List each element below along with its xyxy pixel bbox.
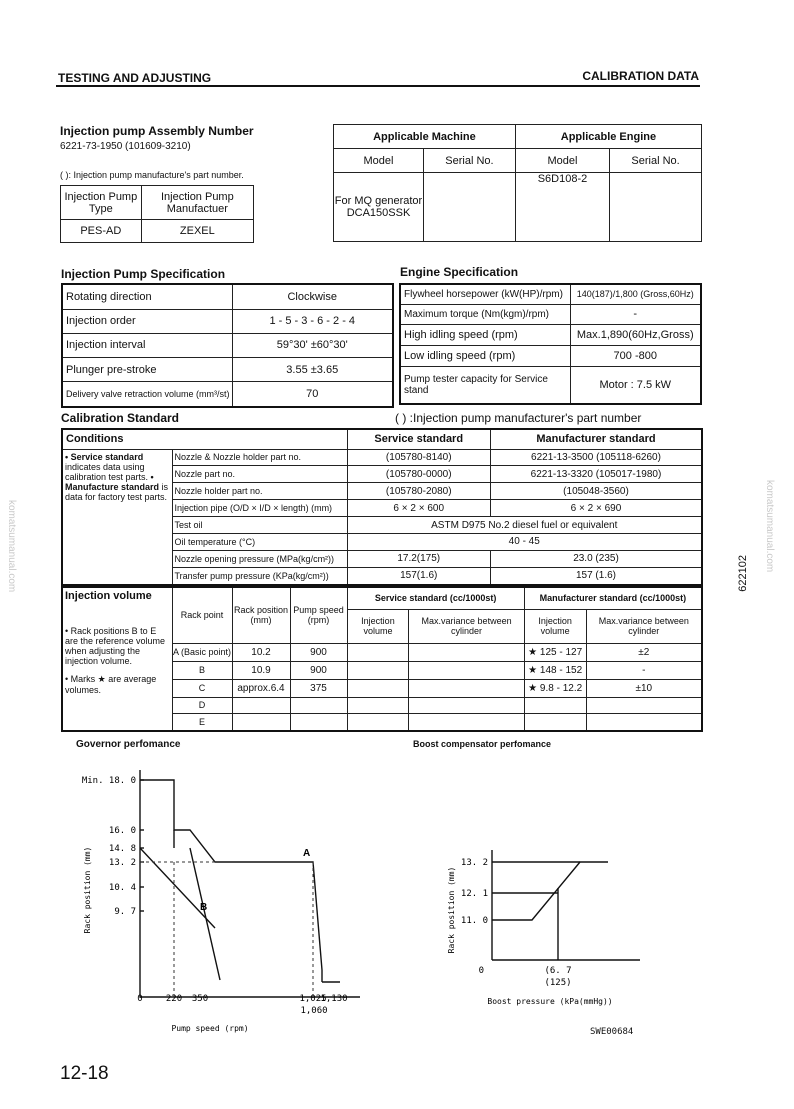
service-injection-volume-header: Injection volume xyxy=(347,609,409,643)
average-mark-note: • Marks ★ are average volumes. xyxy=(65,674,157,695)
conditions-header: Conditions xyxy=(62,429,347,449)
engine-spec-label: High idling speed (rpm) xyxy=(400,325,570,346)
service-injection-volume xyxy=(347,714,409,731)
manufacturer-injection-volume: ★ 9.8 - 12.2 xyxy=(524,679,586,697)
governor-curve xyxy=(140,780,322,982)
drawing-code: SWE00684 xyxy=(590,1027,634,1037)
pump-speed: 900 xyxy=(290,661,347,679)
y-tick-label: 16. 0 xyxy=(108,826,136,836)
y-axis-label: Rack position (mm) xyxy=(83,846,92,934)
governor-line-b xyxy=(140,848,215,928)
service-variance xyxy=(409,643,524,661)
pump-spec-row xyxy=(62,333,393,357)
engine-spec-value: 700 -800 xyxy=(570,346,701,367)
calibration-table xyxy=(61,428,703,586)
rack-position: 10.2 xyxy=(232,643,290,661)
engine-model-header: Model xyxy=(515,149,609,173)
watermark-left: komatsumanual.com xyxy=(6,500,17,593)
rack-point: E xyxy=(172,714,232,731)
pump-spec-row xyxy=(62,309,393,333)
y-tick-label: 11. 0 xyxy=(460,916,488,926)
service-value: 17.2(175) xyxy=(347,550,490,567)
manufacturer-injection-volume xyxy=(524,714,586,731)
rack-point: A (Basic point) xyxy=(172,643,232,661)
service-value: (105780-0000) xyxy=(347,466,490,483)
pump-maker-header: Injection Pump Manufactuer xyxy=(141,186,253,220)
calibration-label: Nozzle part no. xyxy=(172,466,347,483)
rack-point: D xyxy=(172,697,232,714)
service-value: (105780-8140) xyxy=(347,449,490,466)
machine-model-value: For MQ generator DCA150SSK xyxy=(334,173,424,242)
manufacturer-variance: ±10 xyxy=(586,679,702,697)
calibration-label: Oil temperature (°C) xyxy=(172,534,347,551)
calibration-note: ( ) :Injection pump manufacturer's part number xyxy=(395,411,642,425)
y-tick-label: 13. 2 xyxy=(108,858,136,868)
pump-speed: 900 xyxy=(290,643,347,661)
assembly-title: Injection pump Assembly Number xyxy=(60,124,254,138)
watermark-right: komatsumanual.com xyxy=(764,480,775,573)
service-injection-volume xyxy=(347,679,409,697)
manufacturer-value: 23.0 (235) xyxy=(490,550,702,567)
calibration-label: Injection pipe (O/D × I/D × length) (mm) xyxy=(172,500,347,517)
pump-spec-label: Injection interval xyxy=(62,333,232,357)
manufacturer-variance xyxy=(586,697,702,714)
y-tick-label: Min. 18. 0 xyxy=(81,776,136,786)
engine-spec-label: Maximum torque (Nm(kgm)/rpm) xyxy=(400,304,570,325)
machine-serial-value xyxy=(424,173,516,242)
engine-spec-value: Max.1,890(60Hz,Gross) xyxy=(570,325,701,346)
engine-spec-label: Flywheel horsepower (kW(HP)/rpm) xyxy=(400,284,570,304)
manufacturer-value: 6221-13-3500 (105118-6260) xyxy=(490,449,702,466)
pump-spec-value: Clockwise xyxy=(232,284,393,309)
service-injection-volume xyxy=(347,643,409,661)
boost-chart-title: Boost compensator perfomance xyxy=(413,739,552,749)
manufacturer-injection-volume-header: Injection volume xyxy=(524,609,586,643)
engine-spec-row xyxy=(400,346,701,367)
pump-spec-value: 3.55 ±3.65 xyxy=(232,358,393,382)
service-value: (105780-2080) xyxy=(347,483,490,500)
machine-serial-header: Serial No. xyxy=(424,149,516,173)
x-tick-label: 350 xyxy=(191,994,209,1004)
pump-spec-label: Plunger pre-stroke xyxy=(62,358,232,382)
engine-spec-title: Engine Specification xyxy=(400,265,519,279)
manufacturer-value: 6 × 2 × 690 xyxy=(490,500,702,517)
calibration-label: Nozzle opening pressure (MPa(kg/cm²)) xyxy=(172,550,347,567)
applicable-table xyxy=(333,124,702,242)
pump-type-value: PES-AD xyxy=(61,220,142,243)
calibration-label: Nozzle & Nozzle holder part no. xyxy=(172,449,347,466)
pump-spec-value: 59°30' ±60°30' xyxy=(232,333,393,357)
governor-chart-title: Governor perfomance xyxy=(76,739,181,750)
point-b-label: B xyxy=(200,902,208,913)
calibration-row xyxy=(62,449,702,466)
rack-point: C xyxy=(172,679,232,697)
manufacturer-variance xyxy=(586,714,702,731)
service-standard-header: Service standard xyxy=(347,429,490,449)
rack-positions-note: • Rack positions B to E are the reference volume when adjusting the injection volume. xyxy=(65,626,166,666)
injection-volume-table xyxy=(61,586,703,732)
boost-chart xyxy=(440,840,670,1020)
page-number: 12-18 xyxy=(60,1063,109,1084)
service-injection-volume xyxy=(347,697,409,714)
calibration-title: Calibration Standard xyxy=(61,411,180,425)
pump-maker-value: ZEXEL xyxy=(141,220,253,243)
calibration-label: Nozzle holder part no. xyxy=(172,483,347,500)
engine-spec-table xyxy=(399,283,702,405)
x-axis-label: Boost pressure (kPa(mmHg)) xyxy=(487,997,613,1006)
engine-serial-header: Serial No. xyxy=(610,149,702,173)
service-injection-header: Service standard (cc/1000st) xyxy=(347,587,524,609)
pump-speed xyxy=(290,697,347,714)
y-tick-label: 10. 4 xyxy=(108,883,136,893)
manufacturer-injection-volume xyxy=(524,697,586,714)
pump-spec-table xyxy=(61,283,394,408)
applicable-machine-header: Applicable Machine xyxy=(334,125,516,149)
governor-chart xyxy=(60,760,390,1040)
engine-spec-value: 140(187)/1,800 (Gross,60Hz) xyxy=(570,284,701,304)
y-tick-label: 14. 8 xyxy=(108,844,136,854)
engine-spec-row xyxy=(400,284,701,304)
service-variance xyxy=(409,714,524,731)
rack-point: B xyxy=(172,661,232,679)
engine-spec-value: - xyxy=(570,304,701,325)
rack-point-header: Rack point xyxy=(172,587,232,643)
x-tick-label: 1,025 xyxy=(299,994,327,1004)
rack-position: 10.9 xyxy=(232,661,290,679)
manufacturer-variance: ±2 xyxy=(586,643,702,661)
calibration-value: 40 - 45 xyxy=(347,534,702,551)
pump-spec-label: Injection order xyxy=(62,309,232,333)
manufacturer-injection-header: Manufacturer standard (cc/1000st) xyxy=(524,587,702,609)
header-rule xyxy=(56,85,700,87)
y-tick-label: 9. 7 xyxy=(114,907,136,917)
x-tick-label: 1,060 xyxy=(300,1006,328,1016)
y-axis-label: Rack position (mm) xyxy=(447,866,456,954)
rack-position-header: Rack position (mm) xyxy=(232,587,290,643)
x-tick-label: 1,130 xyxy=(320,994,348,1004)
engine-spec-row xyxy=(400,304,701,325)
pump-spec-value: 70 xyxy=(232,382,393,407)
pump-speed-header: Pump speed (rpm) xyxy=(290,587,347,643)
engine-spec-label: Pump tester capacity for Service stand xyxy=(400,366,570,404)
engine-model-value: S6D108-2 xyxy=(515,173,609,242)
assembly-number: 6221-73-1950 (101609-3210) xyxy=(60,141,191,152)
service-value: 6 × 2 × 600 xyxy=(347,500,490,517)
service-variance-header: Max.variance between cylinder xyxy=(409,609,524,643)
rack-position: approx.6.4 xyxy=(232,679,290,697)
service-injection-volume xyxy=(347,661,409,679)
pump-type-table xyxy=(60,185,254,243)
pump-spec-row xyxy=(62,358,393,382)
engine-spec-row xyxy=(400,366,701,404)
side-code: 622102 xyxy=(737,555,749,592)
manufacturer-standard-header: Manufacturer standard xyxy=(490,429,702,449)
x-tick-label: (6. 7 xyxy=(544,966,572,976)
conditions-side-note: • Service standard indicates data using calibration test parts. • Manufacture standard is data for factory test parts. xyxy=(62,449,172,585)
service-variance xyxy=(409,697,524,714)
boost-curve xyxy=(492,862,608,920)
rack-position xyxy=(232,697,290,714)
manufacturer-injection-volume: ★ 125 - 127 xyxy=(524,643,586,661)
section-title: TESTING AND ADJUSTING xyxy=(58,71,212,85)
manufacturer-injection-volume: ★ 148 - 152 xyxy=(524,661,586,679)
engine-spec-value: Motor : 7.5 kW xyxy=(570,366,701,404)
calibration-label: Test oil xyxy=(172,517,347,534)
engine-spec-label: Low idling speed (rpm) xyxy=(400,346,570,367)
manufacturer-variance-header: Max.variance between cylinder xyxy=(586,609,702,643)
x-tick-label: 0 xyxy=(137,994,143,1004)
calibration-label: Transfer pump pressure (KPa(kg/cm²)) xyxy=(172,567,347,585)
pump-speed: 375 xyxy=(290,679,347,697)
manufacturer-variance: - xyxy=(586,661,702,679)
pump-type-header: Injection Pump Type xyxy=(61,186,142,220)
x-tick-label: 220 xyxy=(165,994,183,1004)
manufacturer-value: (105048-3560) xyxy=(490,483,702,500)
pump-spec-value: 1 - 5 - 3 - 6 - 2 - 4 xyxy=(232,309,393,333)
manufacturer-value: 157 (1.6) xyxy=(490,567,702,585)
x-axis-label: Pump speed (rpm) xyxy=(171,1024,249,1033)
y-tick-label: 13. 2 xyxy=(460,858,488,868)
section-subtitle: CALIBRATION DATA xyxy=(582,69,699,83)
x-tick-label: 0 xyxy=(478,966,484,976)
pump-spec-title: Injection Pump Specification xyxy=(61,267,226,281)
engine-serial-value xyxy=(610,173,702,242)
injection-volume-title: Injection volume xyxy=(65,590,152,602)
manufacturer-value: 6221-13-3320 (105017-1980) xyxy=(490,466,702,483)
assembly-note: ( ): Injection pump manufacture's part number. xyxy=(60,170,244,180)
applicable-engine-header: Applicable Engine xyxy=(515,125,701,149)
engine-spec-row xyxy=(400,325,701,346)
pump-speed xyxy=(290,714,347,731)
injection-side xyxy=(62,587,172,731)
service-variance xyxy=(409,679,524,697)
x-tick-label: (125) xyxy=(544,978,572,988)
pump-spec-row xyxy=(62,382,393,407)
point-a-label: A xyxy=(303,848,311,859)
service-variance xyxy=(409,661,524,679)
service-value: 157(1.6) xyxy=(347,567,490,585)
governor-line-droop xyxy=(190,848,220,980)
machine-model-header: Model xyxy=(334,149,424,173)
rack-position xyxy=(232,714,290,731)
pump-spec-label: Delivery valve retraction volume (mm³/st) xyxy=(62,382,232,407)
pump-spec-label: Rotating direction xyxy=(62,284,232,309)
calibration-value: ASTM D975 No.2 diesel fuel or equivalent xyxy=(347,517,702,534)
pump-spec-row xyxy=(62,284,393,309)
y-tick-label: 12. 1 xyxy=(460,889,488,899)
